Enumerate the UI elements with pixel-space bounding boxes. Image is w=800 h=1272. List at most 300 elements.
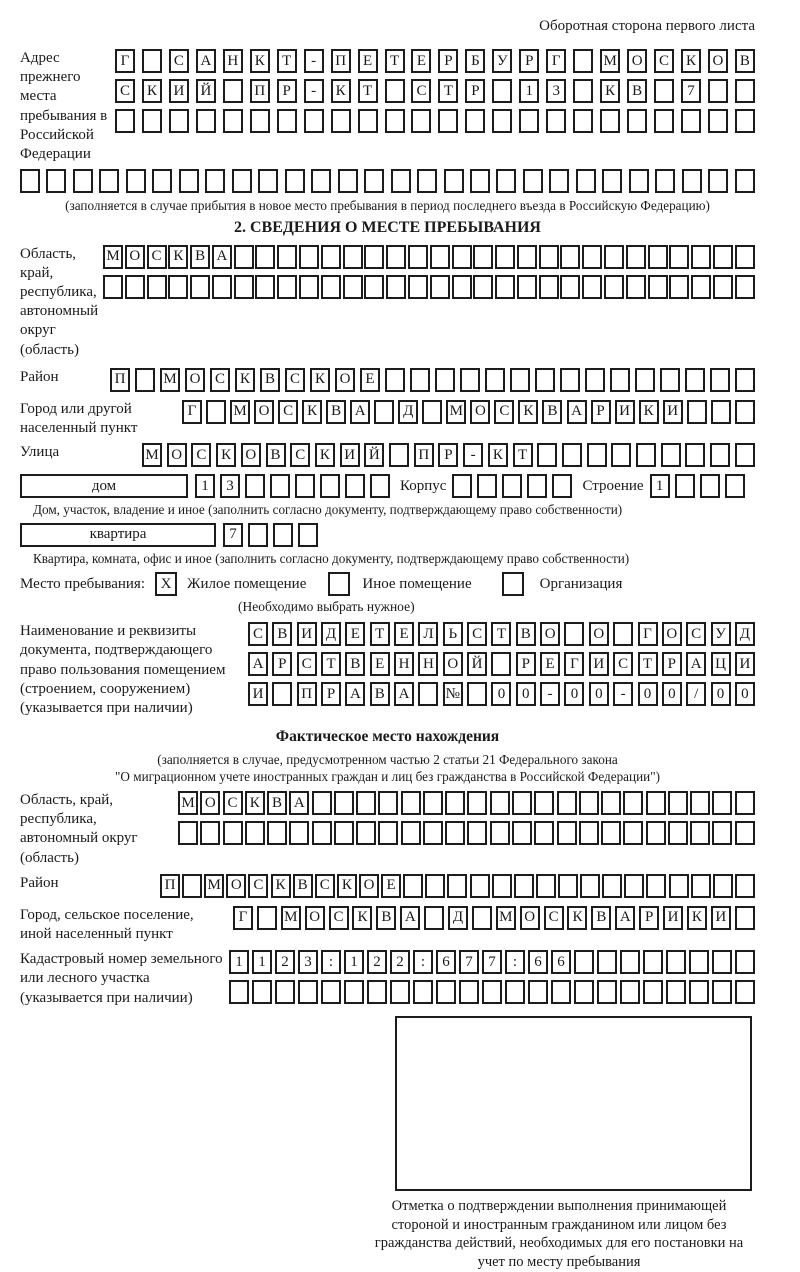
- char-cell[interactable]: [534, 791, 554, 815]
- char-cell[interactable]: 3: [220, 474, 240, 498]
- char-cell[interactable]: Е: [381, 874, 401, 898]
- char-cell[interactable]: [562, 443, 582, 467]
- char-cell[interactable]: 7: [681, 79, 701, 103]
- char-cell[interactable]: [245, 474, 265, 498]
- char-cell[interactable]: М: [160, 368, 180, 392]
- house-type-box[interactable]: дом: [20, 474, 188, 498]
- char-cell[interactable]: [604, 275, 624, 299]
- char-cell[interactable]: О: [125, 245, 145, 269]
- char-cell[interactable]: В: [190, 245, 210, 269]
- char-cell[interactable]: [321, 275, 341, 299]
- char-cell[interactable]: [223, 821, 243, 845]
- char-cell[interactable]: [735, 874, 755, 898]
- char-cell[interactable]: О: [167, 443, 187, 467]
- char-cell[interactable]: И: [340, 443, 360, 467]
- char-cell[interactable]: В: [542, 400, 562, 424]
- char-cell[interactable]: [735, 980, 755, 1004]
- char-cell[interactable]: [378, 791, 398, 815]
- char-cell[interactable]: [528, 980, 548, 1004]
- char-cell[interactable]: [444, 169, 464, 193]
- char-cell[interactable]: А: [248, 652, 268, 676]
- char-cell[interactable]: [710, 443, 730, 467]
- char-cell[interactable]: [708, 169, 728, 193]
- char-cell[interactable]: Б: [465, 49, 485, 73]
- char-cell[interactable]: 6: [551, 950, 571, 974]
- char-cell[interactable]: [485, 368, 505, 392]
- char-cell[interactable]: Р: [438, 49, 458, 73]
- char-cell[interactable]: [344, 980, 364, 1004]
- char-cell[interactable]: [312, 791, 332, 815]
- char-cell[interactable]: У: [711, 622, 731, 646]
- char-cell[interactable]: [367, 980, 387, 1004]
- char-cell[interactable]: [682, 169, 702, 193]
- char-cell[interactable]: [735, 791, 755, 815]
- char-cell[interactable]: [401, 791, 421, 815]
- char-cell[interactable]: [735, 400, 755, 424]
- char-cell[interactable]: [258, 169, 278, 193]
- char-cell[interactable]: В: [591, 906, 611, 930]
- char-cell[interactable]: И: [589, 652, 609, 676]
- char-cell[interactable]: И: [663, 400, 683, 424]
- char-cell[interactable]: Г: [233, 906, 253, 930]
- char-cell[interactable]: О: [470, 400, 490, 424]
- char-cell[interactable]: [654, 109, 674, 133]
- char-cell[interactable]: [685, 443, 705, 467]
- char-cell[interactable]: С: [191, 443, 211, 467]
- char-cell[interactable]: К: [331, 79, 351, 103]
- char-cell[interactable]: В: [735, 49, 755, 73]
- char-cell[interactable]: [490, 821, 510, 845]
- char-cell[interactable]: [385, 368, 405, 392]
- char-cell[interactable]: [386, 245, 406, 269]
- char-cell[interactable]: [629, 169, 649, 193]
- char-cell[interactable]: С: [285, 368, 305, 392]
- char-cell[interactable]: С: [494, 400, 514, 424]
- char-cell[interactable]: [285, 169, 305, 193]
- char-cell[interactable]: [356, 791, 376, 815]
- char-cell[interactable]: О: [335, 368, 355, 392]
- char-cell[interactable]: В: [627, 79, 647, 103]
- char-cell[interactable]: С: [278, 400, 298, 424]
- char-cell[interactable]: [152, 169, 172, 193]
- char-cell[interactable]: [735, 245, 755, 269]
- char-cell[interactable]: М: [204, 874, 224, 898]
- char-cell[interactable]: [447, 874, 467, 898]
- char-cell[interactable]: [661, 443, 681, 467]
- char-cell[interactable]: К: [518, 400, 538, 424]
- char-cell[interactable]: С: [613, 652, 633, 676]
- char-cell[interactable]: 2: [275, 950, 295, 974]
- char-cell[interactable]: Р: [662, 652, 682, 676]
- char-cell[interactable]: [537, 443, 557, 467]
- char-cell[interactable]: [579, 821, 599, 845]
- char-cell[interactable]: И: [735, 652, 755, 676]
- char-cell[interactable]: [735, 109, 755, 133]
- char-cell[interactable]: Е: [360, 368, 380, 392]
- char-cell[interactable]: [391, 169, 411, 193]
- char-cell[interactable]: А: [212, 245, 232, 269]
- char-cell[interactable]: [574, 950, 594, 974]
- char-cell[interactable]: Н: [223, 49, 243, 73]
- char-cell[interactable]: [430, 245, 450, 269]
- char-cell[interactable]: 1: [519, 79, 539, 103]
- char-cell[interactable]: Т: [385, 49, 405, 73]
- char-cell[interactable]: [492, 874, 512, 898]
- char-cell[interactable]: К: [168, 245, 188, 269]
- char-cell[interactable]: [272, 682, 292, 706]
- char-cell[interactable]: [115, 109, 135, 133]
- char-cell[interactable]: [626, 245, 646, 269]
- char-cell[interactable]: [713, 245, 733, 269]
- char-cell[interactable]: [600, 109, 620, 133]
- char-cell[interactable]: 0: [564, 682, 584, 706]
- char-cell[interactable]: К: [567, 906, 587, 930]
- char-cell[interactable]: [601, 821, 621, 845]
- char-cell[interactable]: М: [178, 791, 198, 815]
- char-cell[interactable]: [666, 980, 686, 1004]
- char-cell[interactable]: [334, 821, 354, 845]
- char-cell[interactable]: В: [376, 906, 396, 930]
- char-cell[interactable]: Й: [196, 79, 216, 103]
- char-cell[interactable]: [580, 874, 600, 898]
- char-cell[interactable]: А: [196, 49, 216, 73]
- char-cell[interactable]: :: [413, 950, 433, 974]
- char-cell[interactable]: Е: [370, 652, 390, 676]
- char-cell[interactable]: [445, 791, 465, 815]
- char-cell[interactable]: [257, 906, 277, 930]
- char-cell[interactable]: 0: [711, 682, 731, 706]
- char-cell[interactable]: [655, 169, 675, 193]
- char-cell[interactable]: Р: [465, 79, 485, 103]
- char-cell[interactable]: [635, 368, 655, 392]
- char-cell[interactable]: [267, 821, 287, 845]
- char-cell[interactable]: [712, 791, 732, 815]
- char-cell[interactable]: [250, 109, 270, 133]
- char-cell[interactable]: [668, 821, 688, 845]
- char-cell[interactable]: [182, 874, 202, 898]
- char-cell[interactable]: [470, 169, 490, 193]
- char-cell[interactable]: О: [708, 49, 728, 73]
- char-cell[interactable]: Л: [418, 622, 438, 646]
- char-cell[interactable]: [735, 79, 755, 103]
- char-cell[interactable]: [270, 474, 290, 498]
- char-cell[interactable]: [338, 169, 358, 193]
- char-cell[interactable]: [573, 79, 593, 103]
- char-cell[interactable]: [436, 980, 456, 1004]
- char-cell[interactable]: [502, 474, 522, 498]
- char-cell[interactable]: [425, 874, 445, 898]
- char-cell[interactable]: [558, 874, 578, 898]
- char-cell[interactable]: [712, 950, 732, 974]
- char-cell[interactable]: С: [290, 443, 310, 467]
- char-cell[interactable]: [690, 821, 710, 845]
- char-cell[interactable]: Р: [516, 652, 536, 676]
- char-cell[interactable]: С: [169, 49, 189, 73]
- char-cell[interactable]: Е: [358, 49, 378, 73]
- char-cell[interactable]: И: [615, 400, 635, 424]
- char-cell[interactable]: [601, 791, 621, 815]
- char-cell[interactable]: [321, 980, 341, 1004]
- char-cell[interactable]: Г: [182, 400, 202, 424]
- char-cell[interactable]: П: [414, 443, 434, 467]
- char-cell[interactable]: 1: [252, 950, 272, 974]
- char-cell[interactable]: С: [467, 622, 487, 646]
- char-cell[interactable]: [546, 109, 566, 133]
- char-cell[interactable]: [700, 474, 720, 498]
- char-cell[interactable]: [687, 400, 707, 424]
- char-cell[interactable]: С: [686, 622, 706, 646]
- char-cell[interactable]: М: [496, 906, 516, 930]
- apartment-type-box[interactable]: квартира: [20, 523, 216, 547]
- char-cell[interactable]: [403, 874, 423, 898]
- char-cell[interactable]: 0: [516, 682, 536, 706]
- char-cell[interactable]: П: [331, 49, 351, 73]
- char-cell[interactable]: О: [305, 906, 325, 930]
- char-cell[interactable]: [248, 523, 268, 547]
- char-cell[interactable]: [643, 980, 663, 1004]
- char-cell[interactable]: 1: [650, 474, 670, 498]
- char-cell[interactable]: [681, 109, 701, 133]
- char-cell[interactable]: К: [488, 443, 508, 467]
- char-cell[interactable]: [477, 474, 497, 498]
- char-cell[interactable]: 2: [367, 950, 387, 974]
- char-cell[interactable]: -: [304, 49, 324, 73]
- char-cell[interactable]: Т: [513, 443, 533, 467]
- char-cell[interactable]: [648, 275, 668, 299]
- char-cell[interactable]: [539, 275, 559, 299]
- char-cell[interactable]: Н: [394, 652, 414, 676]
- char-cell[interactable]: [422, 400, 442, 424]
- char-cell[interactable]: Д: [448, 906, 468, 930]
- char-cell[interactable]: [135, 368, 155, 392]
- char-cell[interactable]: №: [443, 682, 463, 706]
- char-cell[interactable]: [445, 821, 465, 845]
- char-cell[interactable]: [735, 906, 755, 930]
- char-cell[interactable]: [423, 791, 443, 815]
- char-cell[interactable]: О: [185, 368, 205, 392]
- char-cell[interactable]: К: [352, 906, 372, 930]
- char-cell[interactable]: И: [169, 79, 189, 103]
- char-cell[interactable]: Д: [321, 622, 341, 646]
- char-cell[interactable]: К: [142, 79, 162, 103]
- char-cell[interactable]: [277, 245, 297, 269]
- char-cell[interactable]: [735, 275, 755, 299]
- char-cell[interactable]: [560, 245, 580, 269]
- char-cell[interactable]: В: [272, 622, 292, 646]
- char-cell[interactable]: Д: [735, 622, 755, 646]
- char-cell[interactable]: Т: [438, 79, 458, 103]
- char-cell[interactable]: [245, 821, 265, 845]
- char-cell[interactable]: [424, 906, 444, 930]
- char-cell[interactable]: [582, 245, 602, 269]
- char-cell[interactable]: [712, 980, 732, 1004]
- char-cell[interactable]: К: [235, 368, 255, 392]
- char-cell[interactable]: [725, 474, 745, 498]
- char-cell[interactable]: М: [230, 400, 250, 424]
- char-cell[interactable]: [295, 474, 315, 498]
- char-cell[interactable]: [473, 245, 493, 269]
- char-cell[interactable]: 2: [390, 950, 410, 974]
- char-cell[interactable]: [234, 245, 254, 269]
- char-cell[interactable]: А: [400, 906, 420, 930]
- char-cell[interactable]: [364, 169, 384, 193]
- char-cell[interactable]: [668, 791, 688, 815]
- char-cell[interactable]: [472, 906, 492, 930]
- residential-checkbox[interactable]: X: [155, 572, 177, 596]
- char-cell[interactable]: [168, 275, 188, 299]
- char-cell[interactable]: [312, 821, 332, 845]
- char-cell[interactable]: [385, 109, 405, 133]
- char-cell[interactable]: Г: [546, 49, 566, 73]
- char-cell[interactable]: Е: [411, 49, 431, 73]
- char-cell[interactable]: С: [315, 874, 335, 898]
- char-cell[interactable]: :: [505, 950, 525, 974]
- char-cell[interactable]: [585, 368, 605, 392]
- char-cell[interactable]: [142, 49, 162, 73]
- char-cell[interactable]: [713, 874, 733, 898]
- char-cell[interactable]: [223, 109, 243, 133]
- char-cell[interactable]: [234, 275, 254, 299]
- char-cell[interactable]: [708, 109, 728, 133]
- char-cell[interactable]: О: [589, 622, 609, 646]
- char-cell[interactable]: [147, 275, 167, 299]
- char-cell[interactable]: [689, 950, 709, 974]
- char-cell[interactable]: [331, 109, 351, 133]
- char-cell[interactable]: Г: [115, 49, 135, 73]
- char-cell[interactable]: К: [681, 49, 701, 73]
- char-cell[interactable]: [623, 821, 643, 845]
- char-cell[interactable]: [289, 821, 309, 845]
- char-cell[interactable]: [564, 622, 584, 646]
- char-cell[interactable]: [597, 950, 617, 974]
- char-cell[interactable]: [364, 275, 384, 299]
- char-cell[interactable]: [576, 169, 596, 193]
- char-cell[interactable]: В: [516, 622, 536, 646]
- char-cell[interactable]: 0: [491, 682, 511, 706]
- char-cell[interactable]: [206, 400, 226, 424]
- char-cell[interactable]: 0: [735, 682, 755, 706]
- char-cell[interactable]: [452, 245, 472, 269]
- char-cell[interactable]: [552, 474, 572, 498]
- char-cell[interactable]: [711, 400, 731, 424]
- char-cell[interactable]: [126, 169, 146, 193]
- char-cell[interactable]: Р: [591, 400, 611, 424]
- char-cell[interactable]: П: [250, 79, 270, 103]
- char-cell[interactable]: [470, 874, 490, 898]
- char-cell[interactable]: [523, 169, 543, 193]
- char-cell[interactable]: [364, 245, 384, 269]
- char-cell[interactable]: К: [302, 400, 322, 424]
- char-cell[interactable]: [418, 682, 438, 706]
- char-cell[interactable]: [495, 245, 515, 269]
- char-cell[interactable]: [386, 275, 406, 299]
- char-cell[interactable]: В: [260, 368, 280, 392]
- char-cell[interactable]: [103, 275, 123, 299]
- char-cell[interactable]: [549, 169, 569, 193]
- char-cell[interactable]: [512, 791, 532, 815]
- char-cell[interactable]: [648, 245, 668, 269]
- char-cell[interactable]: [411, 109, 431, 133]
- char-cell[interactable]: [689, 980, 709, 1004]
- char-cell[interactable]: [358, 109, 378, 133]
- char-cell[interactable]: [712, 821, 732, 845]
- char-cell[interactable]: [654, 79, 674, 103]
- char-cell[interactable]: [374, 400, 394, 424]
- char-cell[interactable]: Р: [277, 79, 297, 103]
- char-cell[interactable]: /: [686, 682, 706, 706]
- char-cell[interactable]: [710, 368, 730, 392]
- char-cell[interactable]: [490, 791, 510, 815]
- char-cell[interactable]: [370, 474, 390, 498]
- char-cell[interactable]: [620, 950, 640, 974]
- char-cell[interactable]: [646, 874, 666, 898]
- other-premises-checkbox[interactable]: [328, 572, 350, 596]
- char-cell[interactable]: [491, 652, 511, 676]
- char-cell[interactable]: 1: [195, 474, 215, 498]
- char-cell[interactable]: Р: [272, 652, 292, 676]
- char-cell[interactable]: -: [613, 682, 633, 706]
- char-cell[interactable]: [229, 980, 249, 1004]
- char-cell[interactable]: [675, 474, 695, 498]
- char-cell[interactable]: [401, 821, 421, 845]
- char-cell[interactable]: [514, 874, 534, 898]
- char-cell[interactable]: А: [350, 400, 370, 424]
- char-cell[interactable]: 6: [436, 950, 456, 974]
- char-cell[interactable]: [408, 275, 428, 299]
- char-cell[interactable]: [517, 275, 537, 299]
- char-cell[interactable]: А: [686, 652, 706, 676]
- char-cell[interactable]: 3: [546, 79, 566, 103]
- char-cell[interactable]: [321, 245, 341, 269]
- char-cell[interactable]: [636, 443, 656, 467]
- char-cell[interactable]: -: [463, 443, 483, 467]
- char-cell[interactable]: Р: [639, 906, 659, 930]
- char-cell[interactable]: [473, 275, 493, 299]
- char-cell[interactable]: [389, 443, 409, 467]
- char-cell[interactable]: К: [687, 906, 707, 930]
- char-cell[interactable]: [611, 443, 631, 467]
- char-cell[interactable]: [660, 368, 680, 392]
- char-cell[interactable]: Т: [370, 622, 390, 646]
- char-cell[interactable]: И: [297, 622, 317, 646]
- char-cell[interactable]: [298, 980, 318, 1004]
- char-cell[interactable]: [390, 980, 410, 1004]
- char-cell[interactable]: -: [304, 79, 324, 103]
- char-cell[interactable]: [356, 821, 376, 845]
- char-cell[interactable]: [579, 791, 599, 815]
- char-cell[interactable]: Н: [418, 652, 438, 676]
- char-cell[interactable]: [255, 245, 275, 269]
- char-cell[interactable]: О: [226, 874, 246, 898]
- char-cell[interactable]: Ь: [443, 622, 463, 646]
- char-cell[interactable]: [602, 169, 622, 193]
- char-cell[interactable]: Й: [364, 443, 384, 467]
- char-cell[interactable]: [735, 821, 755, 845]
- char-cell[interactable]: Е: [540, 652, 560, 676]
- char-cell[interactable]: [527, 474, 547, 498]
- char-cell[interactable]: В: [266, 443, 286, 467]
- char-cell[interactable]: Р: [519, 49, 539, 73]
- char-cell[interactable]: 7: [223, 523, 243, 547]
- char-cell[interactable]: [646, 821, 666, 845]
- char-cell[interactable]: [685, 368, 705, 392]
- char-cell[interactable]: 0: [589, 682, 609, 706]
- char-cell[interactable]: [277, 275, 297, 299]
- char-cell[interactable]: Е: [394, 622, 414, 646]
- char-cell[interactable]: С: [329, 906, 349, 930]
- char-cell[interactable]: [620, 980, 640, 1004]
- char-cell[interactable]: :: [321, 950, 341, 974]
